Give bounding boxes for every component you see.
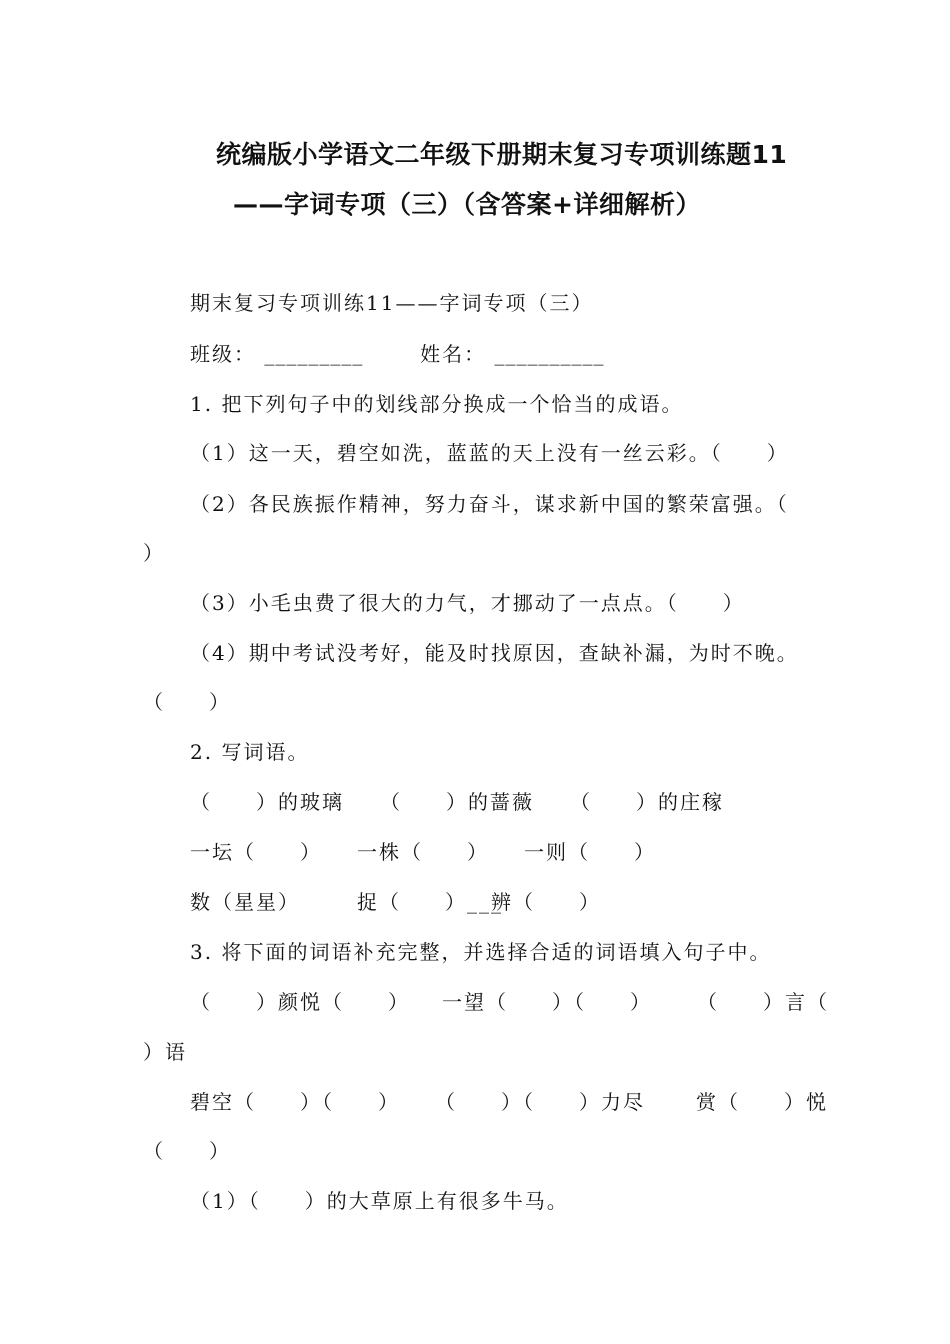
q2-row3-item-3: 辨（ ） xyxy=(491,890,601,914)
q3-row2-item-2: （ ）（ ）力尽 xyxy=(435,1090,645,1114)
document-title-line-1: 统编版小学语文二年级下册期末复习专项训练题11 xyxy=(216,140,788,169)
document-title-line-2: ——字词专项（三）（含答案+详细解析） xyxy=(233,190,701,219)
subtitle: 期末复习专项训练11——字词专项（三） xyxy=(190,291,594,315)
question-1-item-3: （3）小毛虫费了很大的力气，才挪动了一点点。（ ） xyxy=(190,591,745,615)
q3-row1-item-3: （ ）言（ xyxy=(697,990,829,1014)
question-1-item-2-continued: ） xyxy=(143,541,165,565)
q2-row1-item-3: （ ）的庄稼 xyxy=(570,790,724,814)
q3-row1-item-1: （ ）颜悦（ ） xyxy=(190,990,410,1014)
question-1-prompt: 1. 把下列句子中的划线部分换成一个恰当的成语。 xyxy=(190,392,684,416)
q3-row2-item-1: 碧空（ ）（ ） xyxy=(190,1090,400,1114)
q2-row2-item-2: 一株（ ） xyxy=(357,840,489,864)
question-1-item-2: （2）各民族振作精神，努力奋斗，谋求新中国的繁荣富强。（ xyxy=(190,492,789,516)
question-3-item-1: （1）（ ）的大草原上有很多牛马。 xyxy=(190,1189,569,1213)
question-3-prompt: 3. 将下面的词语补充完整，并选择合适的词语填入句子中。 xyxy=(190,940,772,964)
q3-row1-continued: ）语 xyxy=(143,1040,187,1064)
class-label: 班级： xyxy=(190,342,256,366)
question-1-item-1: （1）这一天，碧空如洗，蓝蓝的天上没有一丝云彩。（ ） xyxy=(190,441,789,465)
q2-row3-item-2: 捉（ ）___ xyxy=(357,890,503,914)
class-name-row xyxy=(190,338,604,367)
q3-row2-continued: （ ） xyxy=(143,1139,231,1163)
q2-row2-item-1: 一坛（ ） xyxy=(190,840,322,864)
q2-row2-item-3: 一则（ ） xyxy=(524,840,656,864)
q3-row2-item-3: 赏（ ）悦 xyxy=(696,1090,828,1114)
class-blank: _________ xyxy=(264,342,364,366)
name-label: 姓名： xyxy=(420,342,487,366)
question-2-prompt: 2. 写词语。 xyxy=(190,740,310,764)
q2-row3-item-1: 数（星星） xyxy=(190,890,300,914)
q2-row1-item-1: （ ）的玻璃 xyxy=(190,790,344,814)
name-blank: __________ xyxy=(494,342,605,366)
q3-row1-item-2: 一望（ ）（ ） xyxy=(442,990,652,1014)
question-1-item-4-continued: （ ） xyxy=(143,690,231,714)
q2-row1-item-2: （ ）的蔷薇 xyxy=(380,790,534,814)
question-1-item-4: （4）期中考试没考好，能及时找原因，查缺补漏，为时不晚。 xyxy=(190,641,799,665)
